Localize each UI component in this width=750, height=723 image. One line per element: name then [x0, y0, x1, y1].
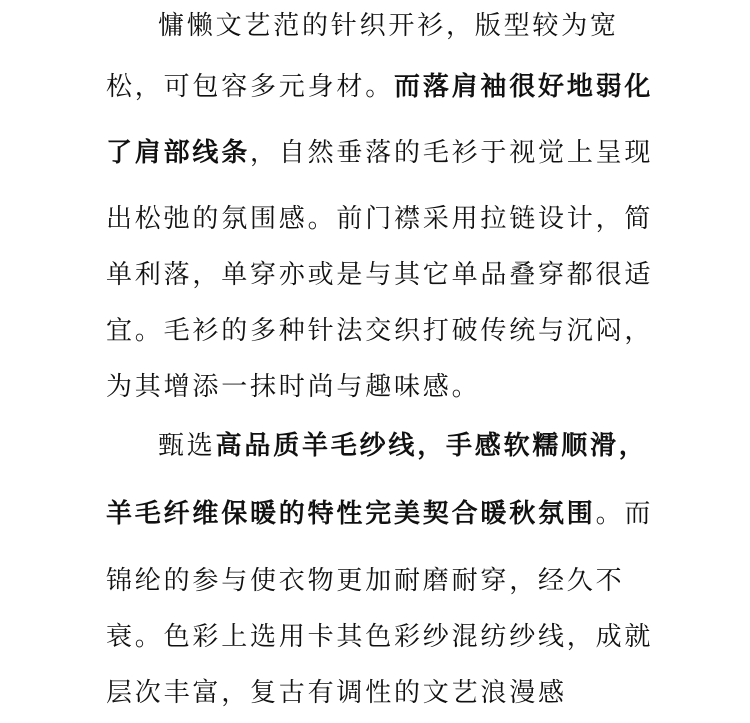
paragraph-1-line-5: [106, 258, 666, 292]
text-run: 松，可包容多元身材。: [106, 72, 395, 102]
bold-text-run: 了肩部线条: [106, 138, 251, 168]
text-run: 甄选: [158, 431, 216, 461]
paragraph-2-line-1: [158, 429, 718, 463]
text-run: 单利落，单穿亦或是与其它单品叠穿都很适: [106, 260, 654, 290]
text-run: 。而: [595, 499, 654, 529]
text-run: 为其增添一抹时尚与趣味感。: [106, 372, 481, 402]
text-run: ，自然垂落的毛衫于视觉上呈现: [250, 138, 654, 168]
text-run: 层次丰富，复古有调性的文艺浪漫感: [106, 678, 567, 708]
paragraph-1-line-1: [158, 9, 718, 43]
text-run: 锦纶的参与使衣物更加耐磨耐穿，经久不: [106, 566, 625, 596]
paragraph-1-line-6: [106, 314, 666, 348]
paragraph-2-line-4: [106, 620, 666, 654]
paragraph-1-line-7: [106, 370, 666, 404]
bold-text-run: 高品质羊毛纱线，手感软糯顺滑，: [215, 431, 648, 461]
paragraph-1-line-4: [106, 202, 666, 236]
bold-text-run: 羊毛纤维保暖的特性完美契合暖秋氛围: [106, 499, 596, 529]
paragraph-2-line-5: [106, 676, 666, 710]
paragraph-1-line-2: [106, 70, 666, 104]
text-run: 出松弛的氛围感。前门襟采用拉链设计，简: [106, 204, 654, 234]
paragraph-2-line-3: [106, 564, 666, 598]
paragraph-2-line-2: [106, 497, 666, 531]
bold-text-run: 而落肩袖很好地弱化: [394, 72, 654, 102]
text-run: 宜。毛衫的多种针法交织打破传统与沉闷，: [106, 316, 654, 346]
text-run: 慵懒文艺范的针织开衫，版型较为宽: [158, 11, 619, 41]
paragraph-1-line-3: [106, 136, 666, 170]
text-run: 衰。色彩上选用卡其色彩纱混纺纱线，成就: [106, 622, 654, 652]
